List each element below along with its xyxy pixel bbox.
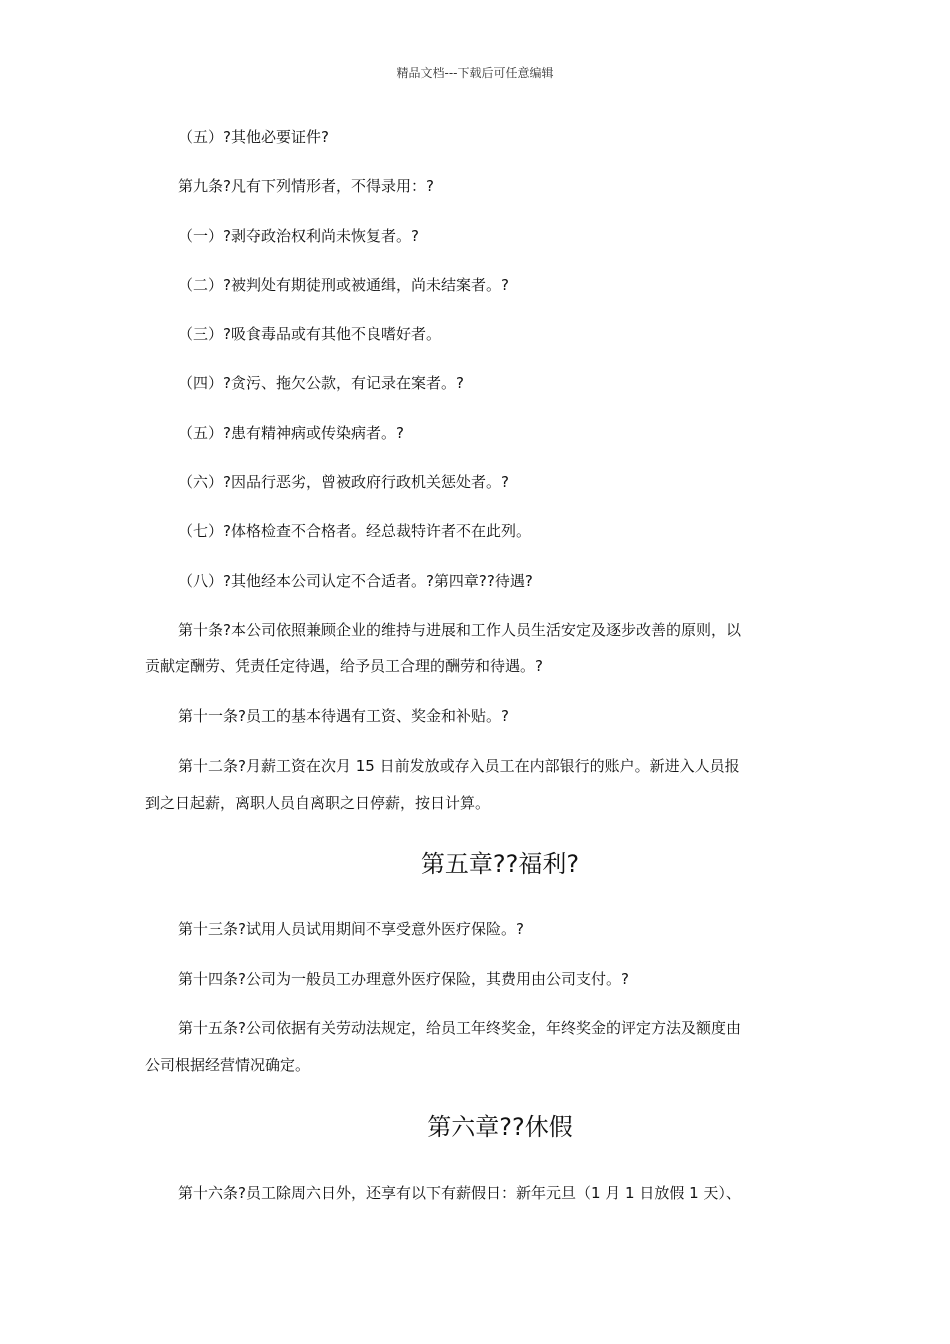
list-item: （八）?其他经本公司认定不合适者。?第四章??待遇? — [178, 572, 533, 590]
list-item: （三）?吸食毒品或有其他不良嗜好者。 — [178, 325, 441, 343]
list-item: （七）?体格检查不合格者。经总裁特许者不在此列。 — [178, 522, 531, 540]
article-16: 第十六条?员工除周六日外，还享有以下有薪假日：新年元旦（1 月 1 日放假 1 天）、 — [178, 1184, 741, 1202]
article-15: 第十五条?公司依据有关劳动法规定，给员工年终奖金，年终奖金的评定方法及额度由 — [178, 1019, 741, 1037]
chapter-6-title: 第六章??休假 — [427, 1113, 573, 1141]
article-15-cont: 公司根据经营情况确定。 — [145, 1056, 311, 1074]
article-14: 第十四条?公司为一般员工办理意外医疗保险，其费用由公司支付。? — [178, 970, 629, 988]
list-item: （五）?患有精神病或传染病者。? — [178, 424, 404, 442]
chapter-5-title: 第五章??福利? — [420, 850, 580, 878]
article-10: 第十条?本公司依照兼顾企业的维持与进展和工作人员生活安定及逐步改善的原则，以 — [178, 621, 741, 639]
article-13: 第十三条?试用人员试用期间不享受意外医疗保险。? — [178, 920, 524, 938]
list-item: （五）?其他必要证件? — [178, 128, 329, 146]
list-item: （六）?因品行恶劣，曾被政府行政机关惩处者。? — [178, 473, 509, 491]
list-item: （一）?剥夺政治权利尚未恢复者。? — [178, 227, 419, 245]
article-12-cont: 到之日起薪，离职人员自离职之日停薪，按日计算。 — [145, 794, 491, 812]
list-item: （二）?被判处有期徒刑或被通缉，尚未结案者。? — [178, 276, 509, 294]
page-header: 精品文档---下载后可任意编辑 — [396, 66, 554, 80]
list-item: （四）?贪污、拖欠公款，有记录在案者。? — [178, 374, 464, 392]
article-12: 第十二条?月薪工资在次月 15 日前发放或存入员工在内部银行的账户。新进入人员报 — [178, 757, 740, 775]
article-10-cont: 贡献定酬劳、凭责任定待遇，给予员工合理的酬劳和待遇。? — [145, 657, 543, 675]
article-11: 第十一条?员工的基本待遇有工资、奖金和补贴。? — [178, 707, 509, 725]
article-9: 第九条?凡有下列情形者，不得录用：? — [178, 177, 434, 195]
